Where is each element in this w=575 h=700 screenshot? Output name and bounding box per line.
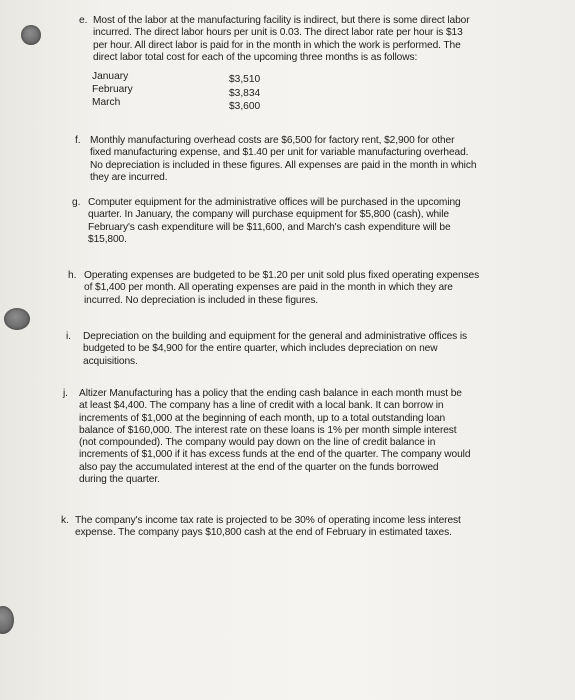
item-i-text: Depreciation on the building and equipment for the general and administrative offices is budgeted to be $4,900 for the entire quarter, which includes depreciation on new acquisitions. <box>83 331 468 367</box>
item-j-label: j. <box>63 388 68 399</box>
month-cell: January <box>92 71 129 82</box>
item-k-label: k. <box>61 515 69 526</box>
binder-hole-bottom <box>0 606 14 634</box>
item-e-text: Most of the labor at the manufacturing facility is indirect, but there is some direct labor incurred. The direct labor hours per unit is 0.03. The direct labor rate per hour is $13 per hour. All direct labor is paid for in the month in which the work is performed. The direct labor total cost for each of the upcoming three months is as follows: <box>93 15 470 63</box>
item-g-label: g. <box>72 197 81 208</box>
item-k-text: The company's income tax rate is projected to be 30% of operating income less interest expense. The company pays $10,800 cash at the end of February in estimated taxes. <box>75 515 461 539</box>
item-i-label: i. <box>66 331 71 342</box>
binder-hole-top <box>21 25 41 45</box>
month-cell: February <box>92 84 133 95</box>
table-row <box>92 83 272 99</box>
item-g-text: Computer equipment for the administrative offices will be purchased in the upcoming quarter. In January, the company will purchase equipment for $5,800 (cash), while February's cash expenditure will be $11,600, and March's cash expenditure will be $15,800. <box>88 197 461 245</box>
item-i <box>66 331 526 368</box>
amount-cell: $3,510 <box>229 74 261 85</box>
item-g <box>72 197 522 246</box>
item-f <box>75 135 525 184</box>
item-k <box>61 515 521 540</box>
item-h <box>68 270 528 307</box>
item-e <box>79 15 519 64</box>
binder-hole-middle <box>4 308 30 330</box>
table-row <box>92 96 272 112</box>
item-e-label: e. <box>79 15 88 26</box>
table-row <box>92 70 272 83</box>
item-j-text: Altizer Manufacturing has a policy that the ending cash balance in each month must be at least $4,400. The company has a line of credit with a local bank. It can borrow in increments of $1,000 at the beginning of each month, up to a total outstanding loan balance of $160,000. The interest rate on these loans is 1% per month simple interest (not compounded). The company would pay down on the line of credit balance in increments of $1,000 if it has excess funds at the end of the quarter. The company would also pay the accumulated interest at the end of the quarter on the funds borrowed during the quarter. <box>79 388 471 486</box>
amount-cell: $3,834 <box>229 88 261 99</box>
item-h-text: Operating expenses are budgeted to be $1.20 per unit sold plus fixed operating expenses of $1,400 per month. All operating expenses are paid in the month in which they are incurred. No depreciation is included in these figures. <box>84 270 480 306</box>
amount-cell: $3,600 <box>229 101 261 112</box>
item-h-label: h. <box>68 270 77 281</box>
item-f-label: f. <box>75 135 81 146</box>
month-cell: March <box>92 97 121 108</box>
direct-labor-table <box>92 70 272 112</box>
item-j <box>63 388 523 486</box>
item-f-text: Monthly manufacturing overhead costs are $6,500 for factory rent, $2,900 for other fixed manufacturing expense, and $1.40 per unit for variable manufacturing overhead. No depreciation is included in these figures. All expenses are paid in the month in which they are incurred. <box>90 135 477 183</box>
